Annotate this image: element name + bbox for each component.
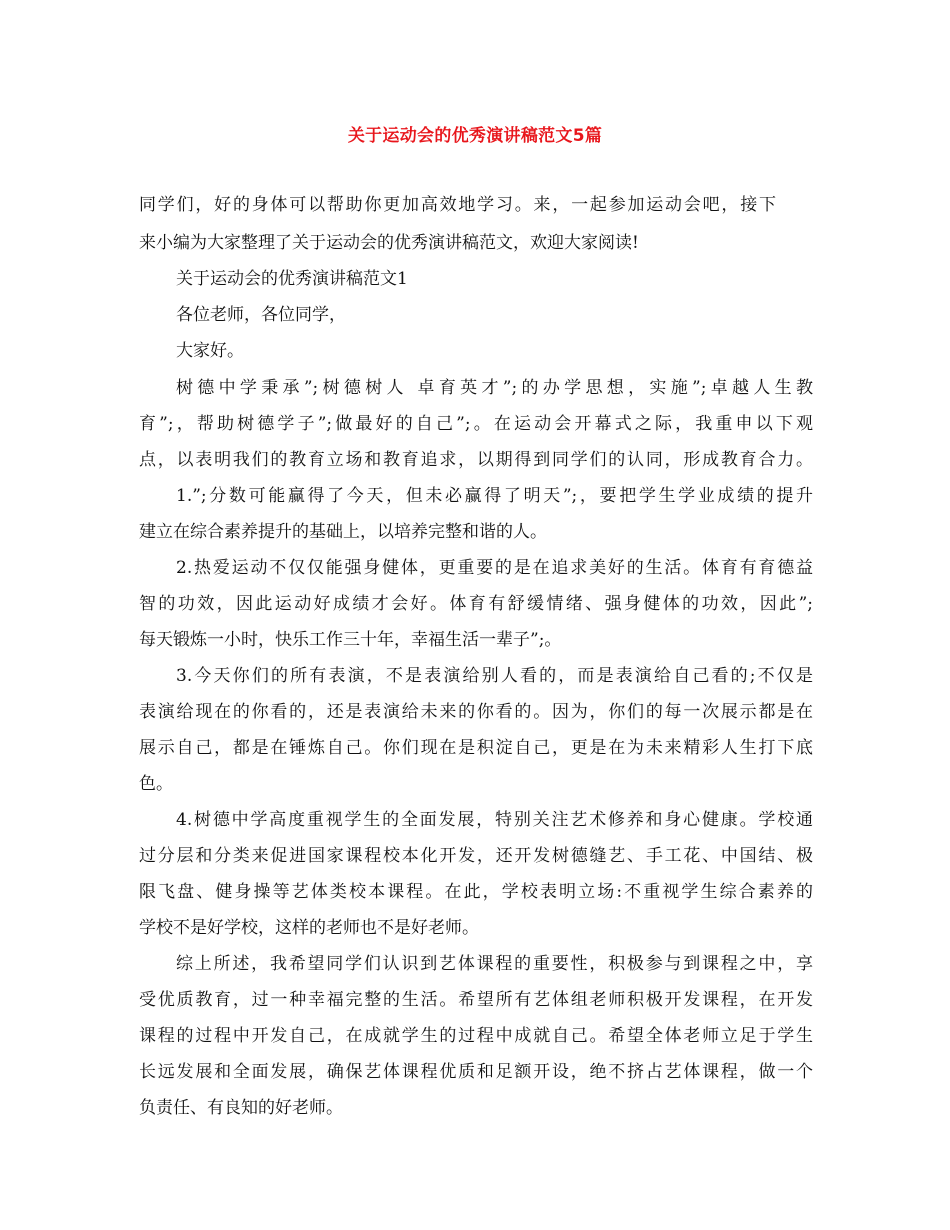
- paragraph-line: 展示自己，都是在锤炼自己。你们现在是积淀自己，更是在为未来精彩人生打下底: [139, 738, 813, 758]
- section-heading: 关于运动会的优秀演讲稿范文1: [176, 269, 408, 289]
- paragraph-line: 育”;，帮助树德学子”;做最好的自己”;。在运动会开幕式之际，我重申以下观: [139, 414, 813, 434]
- document-title: 关于运动会的优秀演讲稿范文5篇: [347, 126, 603, 146]
- paragraph-line: 大家好。: [176, 341, 244, 361]
- paragraph-line: 色。: [139, 774, 173, 794]
- paragraph-line: 建立在综合素养提升的基础上，以培养完整和谐的人。: [139, 522, 547, 542]
- paragraph-line: 1.”;分数可能赢得了今天，但未必赢得了明天”;，要把学生学业成绩的提升: [176, 486, 813, 506]
- paragraph-line: 每天锻炼一小时，快乐工作三十年，幸福生活一辈子”;。: [139, 630, 562, 650]
- paragraph-line: 4.树德中学高度重视学生的全面发展，特别关注艺术修养和身心健康。学校通: [176, 810, 813, 830]
- paragraph-line: 课程的过程中开发自己，在成就学生的过程中成就自己。希望全体老师立足于学生: [139, 1026, 813, 1046]
- paragraph-line: 同学们，好的身体可以帮助你更加高效地学习。来，一起参加运动会吧，接下: [139, 195, 776, 215]
- paragraph-line: 限飞盘、健身操等艺体类校本课程。在此，学校表明立场:不重视学生综合素养的: [139, 882, 813, 902]
- paragraph-line: 点，以表明我们的教育立场和教育追求，以期得到同学们的认同，形成教育合力。: [139, 450, 813, 470]
- paragraph-line: 长远发展和全面发展，确保艺体课程优质和足额开设，绝不挤占艺体课程，做一个: [139, 1062, 813, 1082]
- paragraph-line: 过分层和分类来促进国家课程校本化开发，还开发树德缝艺、手工花、中国结、极: [139, 846, 813, 866]
- paragraph-line: 树德中学秉承”;树德树人 卓育英才”;的办学思想，实施”;卓越人生教: [176, 378, 813, 398]
- paragraph-line: 学校不是好学校，这样的老师也不是好老师。: [139, 918, 479, 938]
- paragraph-line: 各位老师，各位同学，: [176, 305, 346, 325]
- paragraph-line: 综上所述，我希望同学们认识到艺体课程的重要性，积极参与到课程之中，享: [176, 954, 813, 974]
- paragraph-line: 智的功效，因此运动好成绩才会好。体育有舒缓情绪、强身健体的功效，因此”;: [139, 594, 813, 614]
- paragraph-line: 负责任、有良知的好老师。: [139, 1098, 343, 1118]
- paragraph-line: 受优质教育，过一种幸福完整的生活。希望所有艺体组老师积极开发课程，在开发: [139, 990, 813, 1010]
- paragraph-line: 3.今天你们的所有表演，不是表演给别人看的，而是表演给自己看的;不仅是: [176, 666, 813, 686]
- paragraph-line: 来小编为大家整理了关于运动会的优秀演讲稿范文，欢迎大家阅读!: [139, 233, 639, 253]
- paragraph-line: 表演给现在的你看的，还是表演给未来的你看的。因为，你们的每一次展示都是在: [139, 702, 813, 722]
- paragraph-line: 2.热爱运动不仅仅能强身健体，更重要的是在追求美好的生活。体育有育德益: [176, 558, 813, 578]
